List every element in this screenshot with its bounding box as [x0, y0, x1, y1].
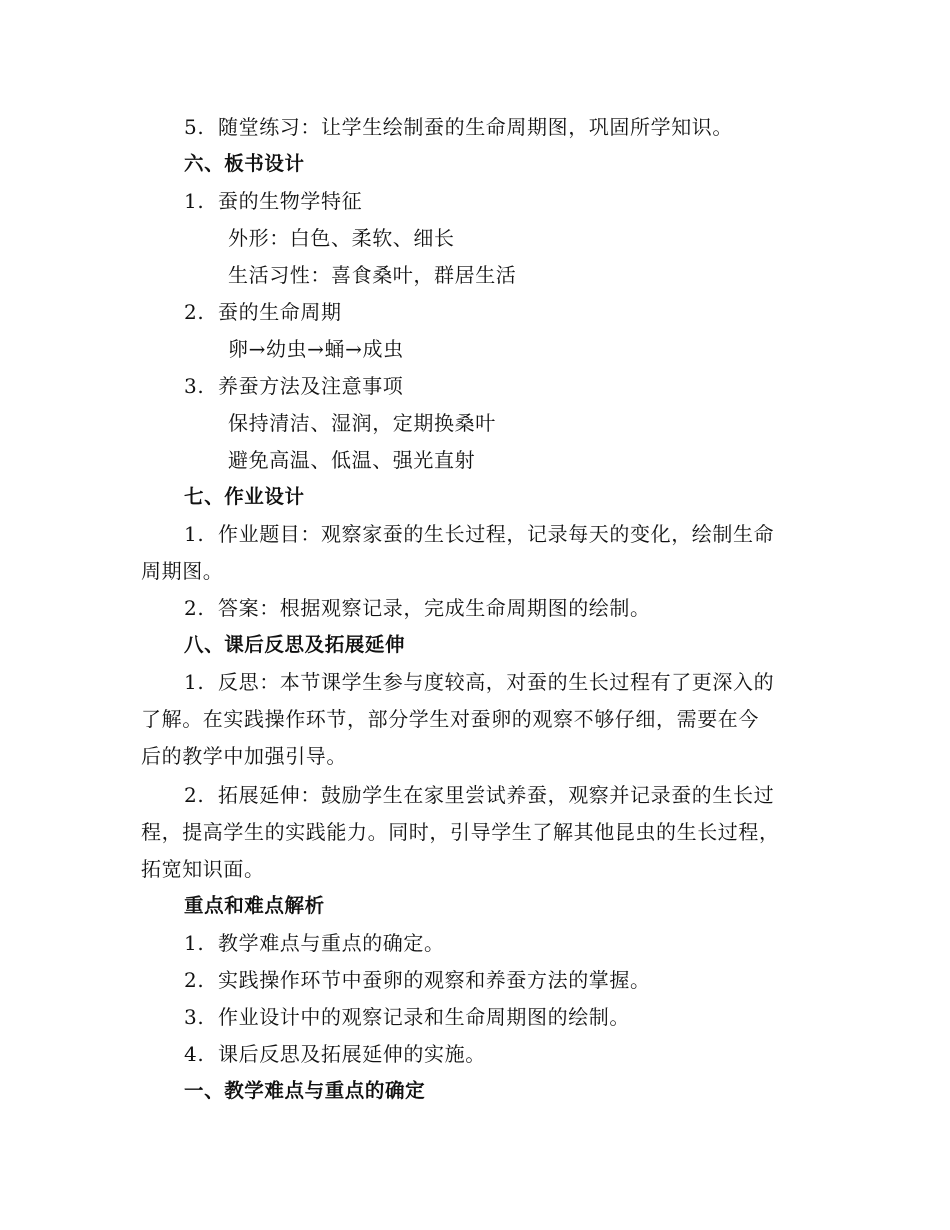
- item-number: 4.: [184, 1042, 205, 1066]
- board-item-1: [184, 187, 362, 215]
- item-number: 2.: [184, 783, 205, 807]
- board-item-2: [184, 298, 342, 326]
- item-number: 1.: [184, 931, 205, 955]
- key-point-1: [184, 929, 445, 957]
- reflection-item-1-continued: 后的教学中加强引导。: [141, 744, 347, 768]
- section-heading-8: 八、课后反思及拓展延伸: [184, 633, 406, 656]
- board-subitem-lifecycle: 卵→幼虫→蛹→成虫: [228, 337, 404, 361]
- key-points-heading: 重点和难点解析: [184, 894, 325, 917]
- reflection-item-1-continued: 了解。在实践操作环节，部分学生对蚕卵的观察不够仔细，需要在今: [141, 707, 759, 731]
- item-text: 教学难点与重点的确定。: [218, 931, 445, 955]
- item-text: 反思：本节课学生参与度较高，对蚕的生长过程有了更深入的: [218, 670, 775, 694]
- homework-item-1-continued: 周期图。: [141, 559, 224, 583]
- item-number: 3.: [184, 1005, 205, 1029]
- item-text: 作业设计中的观察记录和生命周期图的绘制。: [218, 1005, 630, 1029]
- item-text: 养蚕方法及注意事项: [218, 374, 404, 398]
- item-number: 1.: [184, 522, 205, 546]
- board-subitem-appearance: 外形：白色、柔软、细长: [228, 226, 455, 250]
- item-number: 2.: [184, 968, 205, 992]
- item-text: 蚕的生物学特征: [218, 189, 363, 213]
- item-number: 2.: [184, 596, 205, 620]
- item-number: 1.: [184, 189, 205, 213]
- board-subitem-avoid: 避免高温、低温、强光直射: [228, 448, 476, 472]
- item-number: 2.: [184, 300, 205, 324]
- section-heading-7: 七、作业设计: [184, 485, 305, 508]
- board-subitem-clean: 保持清洁、湿润，定期换桑叶: [228, 411, 496, 435]
- key-point-4: [184, 1040, 486, 1068]
- item-text: 作业题目：观察家蚕的生长过程，记录每天的变化，绘制生命: [218, 522, 775, 546]
- reflection-item-2-continued: 程，提高学生的实践能力。同时，引导学生了解其他昆虫的生长过程，: [141, 820, 780, 844]
- item-text: 课后反思及拓展延伸的实施。: [218, 1042, 486, 1066]
- item-text: 随堂练习：让学生绘制蚕的生命周期图，巩固所学知识。: [218, 115, 733, 139]
- item-text: 答案：根据观察记录，完成生命周期图的绘制。: [218, 596, 651, 620]
- section-heading-6: 六、板书设计: [184, 152, 305, 175]
- reflection-item-1: [184, 668, 774, 696]
- homework-item-2: [184, 594, 651, 622]
- section-heading-1: 一、教学难点与重点的确定: [184, 1079, 426, 1102]
- item-text: 实践操作环节中蚕卵的观察和养蚕方法的掌握。: [218, 968, 651, 992]
- board-subitem-habits: 生活习性：喜食桑叶，群居生活: [228, 263, 517, 287]
- board-item-3: [184, 372, 403, 400]
- item-number: 1.: [184, 670, 205, 694]
- item-number: 3.: [184, 374, 205, 398]
- item-text: 蚕的生命周期: [218, 300, 342, 324]
- key-point-2: [184, 966, 651, 994]
- practice-item-5: [184, 113, 733, 141]
- key-point-3: [184, 1003, 630, 1031]
- reflection-item-2: [184, 781, 774, 809]
- item-text: 拓展延伸：鼓励学生在家里尝试养蚕，观察并记录蚕的生长过: [218, 783, 775, 807]
- reflection-item-2-continued: 拓宽知识面。: [141, 857, 265, 881]
- homework-item-1: [184, 520, 774, 548]
- item-number: 5.: [184, 115, 205, 139]
